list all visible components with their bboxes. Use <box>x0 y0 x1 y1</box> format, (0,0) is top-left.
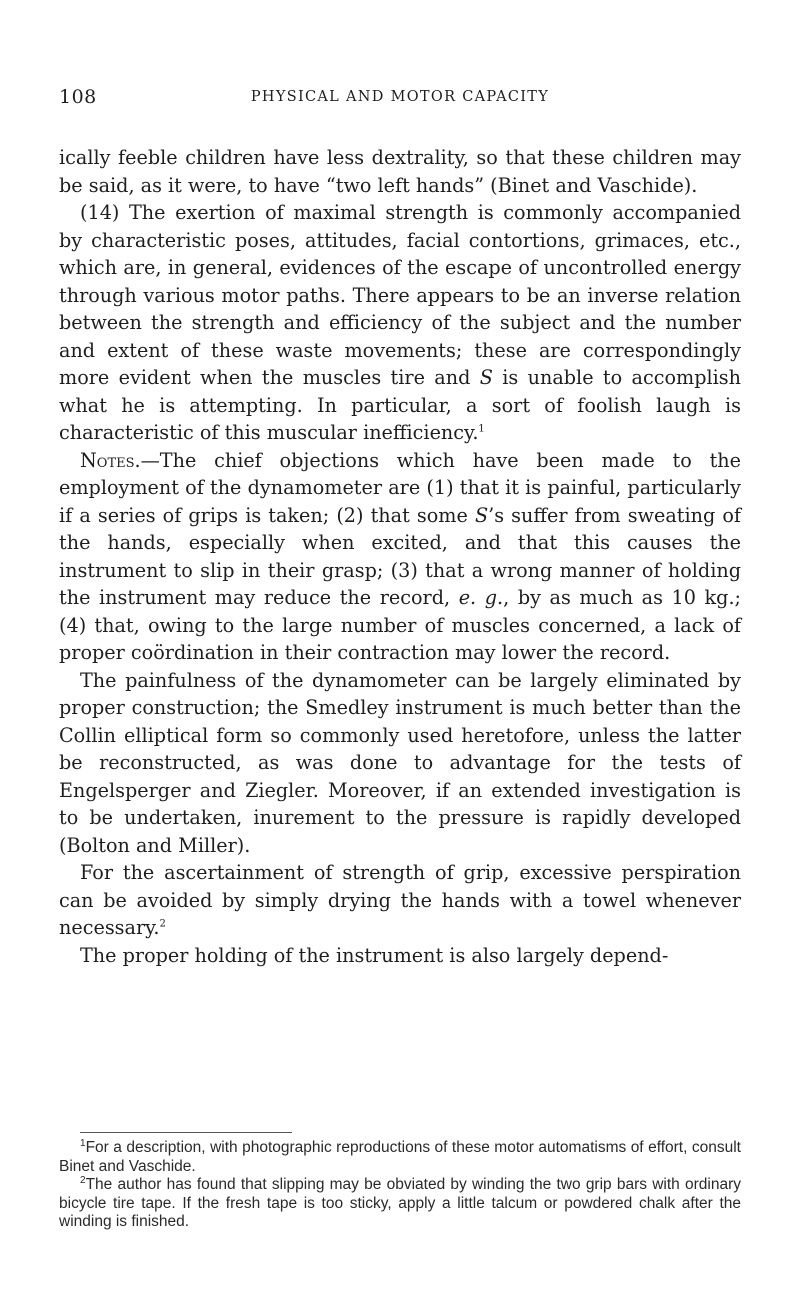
footnotes <box>59 1139 741 1232</box>
paragraph-perspiration: For the ascertainment of strength of grip, excessive perspiration can be avoided by simply drying the hands with a towel whenever necessary.$^2$ <box>59 861 741 939</box>
running-title: PHYSICAL AND MOTOR CAPACITY <box>250 89 550 105</box>
eg-abbrev: e. g. <box>458 586 504 609</box>
paragraph-continuation: ically feeble children have less dextrality, so that these children may be said, as it were, to have “two left hands” (Binet and Vaschide). <box>59 146 741 197</box>
paragraph-painfulness: The painfulness of the dynamometer can be largely eliminated by proper construction; the Smedley instrument is much better than the Collin elliptical form so commonly used heretofore, unless the latter be reconstructed, as was done to advantage for the tests of Engelsperger and Ziegler. Moreover, if an extended investigation is to be undertaken, inurement to the pressure is rapidly developed (Bolton and Miller). <box>59 668 741 857</box>
notes-heading: Notes <box>80 448 135 472</box>
page-number: 108 <box>59 86 97 108</box>
subject-symbol: S <box>474 503 489 527</box>
paragraph-notes: Notes.—The chief objections which have been made to the employment of the dynamometer are (1) that it is painful, particularly if a series of grips is taken; (2) that some S’s suffer from sweating of the hands, especially when excited, and that this causes the instrument to slip in their grasp; (3) that a wrong manner of holding the instrument may reduce the record, e. g., by as much as 10 kg.; (4) that, owing to the large number of muscles concerned, a lack of proper coördination in their contraction may lower the record. <box>59 448 742 664</box>
body-text <box>59 144 741 969</box>
footnote-1: $^1$For a description, with photographic reproductions of these motor automatisms of effort, consult Binet and Vaschide. <box>59 1137 741 1175</box>
paragraph-holding: The proper holding of the instrument is also largely depend- <box>80 943 669 967</box>
running-head <box>59 86 741 114</box>
subject-symbol: S <box>479 366 493 389</box>
footnote-2: $^2$The author has found that slipping may be obviated by winding the two grip bars with ordinary bicycle tire tape. If the fresh tape is too sticky, apply a little talcum or powdered chalk after the winding is finished. <box>59 1174 741 1230</box>
footnote-ref-2[interactable]: 2 <box>159 918 166 930</box>
paragraph-14: (14) The exertion of maximal strength is commonly accompanied by characteristic poses, attitudes, facial contortions, grimaces, etc., which are, in general, evidences of the escape of uncontrolled energy through various motor paths. There appears to be an inverse relation between the strength and efficiency of the subject and the number and extent of these waste movements; these are correspondingly more evident when the muscles tire and S is unable to accomplish what he is attempting. In particular, a sort of foolish laugh is characteristic of this muscular inefficiency.$^1$ <box>59 201 741 444</box>
footnote-ref-1[interactable]: 1 <box>478 423 485 435</box>
footnote-divider <box>80 1132 292 1133</box>
